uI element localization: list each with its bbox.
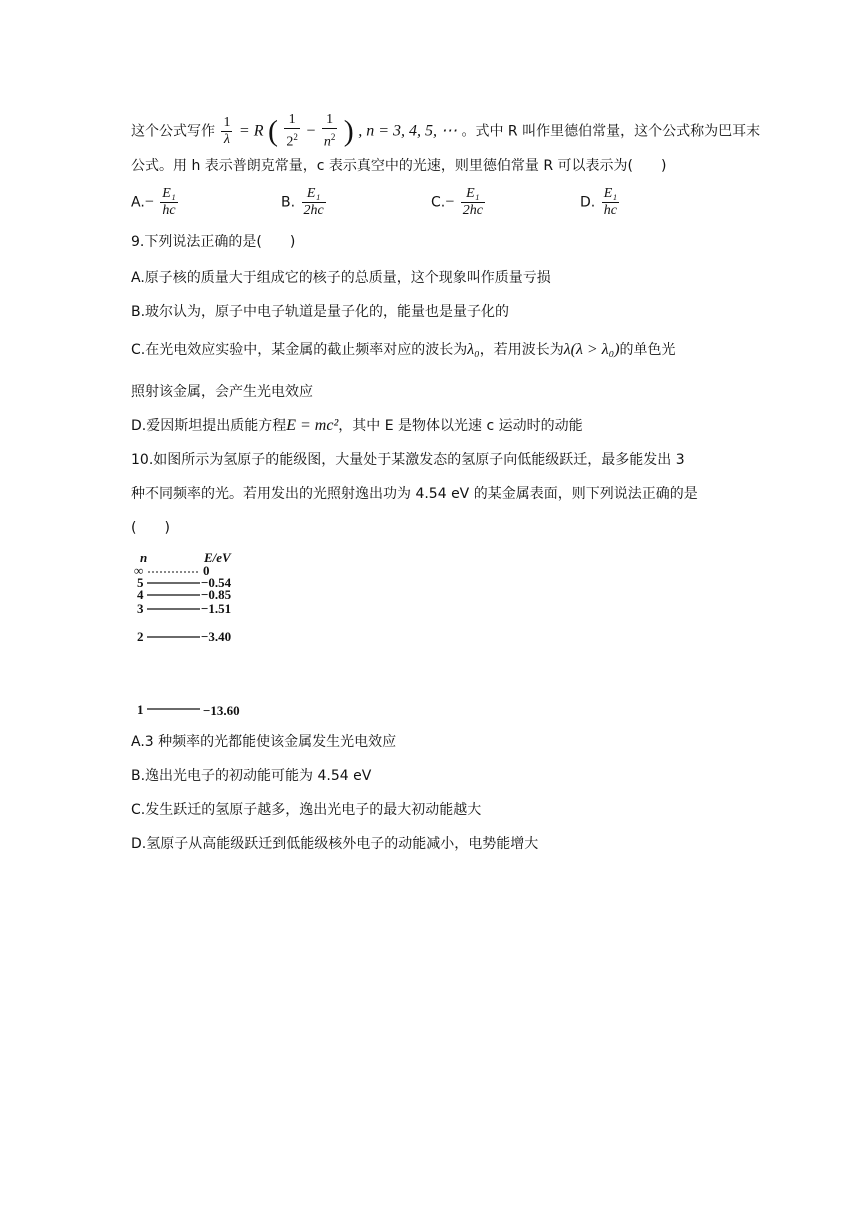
- q8-option-b[interactable]: B. $\frac{\text{E₁}}{2hc}$: [281, 186, 324, 218]
- lambda-zero: λ₀: [467, 341, 480, 358]
- level-label-5: 5: [137, 575, 144, 590]
- level-energy-5: −0.54: [201, 575, 232, 590]
- q9-option-c-line2: 照射该金属，会产生光电效应: [131, 384, 313, 400]
- mass-energy-formula: E = mc²: [286, 417, 339, 434]
- left-paren: (: [267, 114, 278, 148]
- q9-option-a[interactable]: A.原子核的质量大于组成它的核子的总质量，这个现象叫作质量亏损: [131, 270, 551, 286]
- q8-option-d[interactable]: D. $\frac{\text{E₁}}{hc}$: [580, 186, 618, 218]
- level-energy-inf: 0: [203, 563, 210, 578]
- level-label-inf: ∞: [134, 563, 144, 578]
- level-label-4: 4: [137, 587, 144, 602]
- level-energy-3: −1.51: [201, 601, 232, 616]
- q10-option-a[interactable]: A.3 种频率的光都能使该金属发生光电效应: [131, 734, 397, 750]
- lhs-fraction: $\frac{1}{\lambda}$: [223, 114, 231, 147]
- q8-formula-suffix: 。式中 R 叫作里德伯常量，这个公式称为巴耳末: [461, 123, 761, 140]
- minus-sign: −: [306, 122, 316, 140]
- q10-option-b[interactable]: B.逸出光电子的初动能可能为 4.54 eV: [131, 768, 372, 784]
- level-label-3: 3: [137, 601, 144, 616]
- level-energy-4: −0.85: [201, 587, 232, 602]
- q8-formula-line: [131, 112, 760, 151]
- frac-one-over-n-squared: $\frac{1}{n^2}$: [323, 112, 336, 150]
- q8-formula-prefix: 这个公式写作: [131, 123, 215, 140]
- q9-stem: 9.下列说法正确的是( ): [131, 234, 296, 250]
- frac-one-over-two-squared: $\frac{1}{2^2}$: [286, 112, 298, 150]
- level-energy-1: −13.60: [203, 703, 240, 718]
- q9-option-b[interactable]: B.玻尔认为，原子中电子轨道是量子化的，能量也是量子化的: [131, 304, 510, 320]
- level-label-1: 1: [137, 702, 144, 717]
- q10-line2: 种不同频率的光。若用发出的光照射逸出功为 4.54 eV 的某金属表面，则下列说法正确的是: [131, 486, 698, 502]
- energy-axis-label: E/eV: [204, 550, 231, 565]
- q10-line1: 10.如图所示为氢原子的能级图，大量处于某激发态的氢原子向低能级跃迁，最多能发出 3: [131, 452, 685, 468]
- level-energy-2: −3.40: [201, 629, 232, 644]
- q10-line3: ( ): [131, 520, 170, 536]
- n-values: , n = 3, 4, 5, ⋯: [358, 122, 458, 140]
- q8-option-c[interactable]: C.− $\frac{\text{E₁}}{2hc}$: [431, 186, 483, 218]
- q9-option-d[interactable]: D.爱因斯坦提出质能方程E = mc²，其中 E 是物体以光速 c 运动时的动能: [131, 417, 583, 434]
- q10-option-d[interactable]: D.氢原子从高能级跃迁到低能级核外电子的动能减小，电势能增大: [131, 836, 539, 852]
- q10-option-c[interactable]: C.发生跃迁的氢原子越多，逸出光电子的最大初动能越大: [131, 802, 482, 818]
- q9-option-c[interactable]: C.在光电效应实验中，某金属的截止频率对应的波长为λ₀，若用波长为λ(λ > λ₀)的单色光: [131, 341, 676, 358]
- q8-option-a[interactable]: A.− $\frac{\text{E₁}}{hc}$: [131, 186, 176, 218]
- lambda-condition: λ(λ > λ₀): [563, 341, 620, 358]
- right-paren: ): [343, 114, 354, 148]
- q8-line2: 公式。用 h 表示普朗克常量，c 表示真空中的光速，则里德伯常量 R 可以表示为( ): [131, 158, 667, 174]
- formula-eq: = R: [238, 122, 264, 140]
- n-axis-label: n: [140, 550, 148, 565]
- level-label-2: 2: [137, 629, 144, 644]
- hydrogen-energy-level-diagram: [130, 550, 260, 720]
